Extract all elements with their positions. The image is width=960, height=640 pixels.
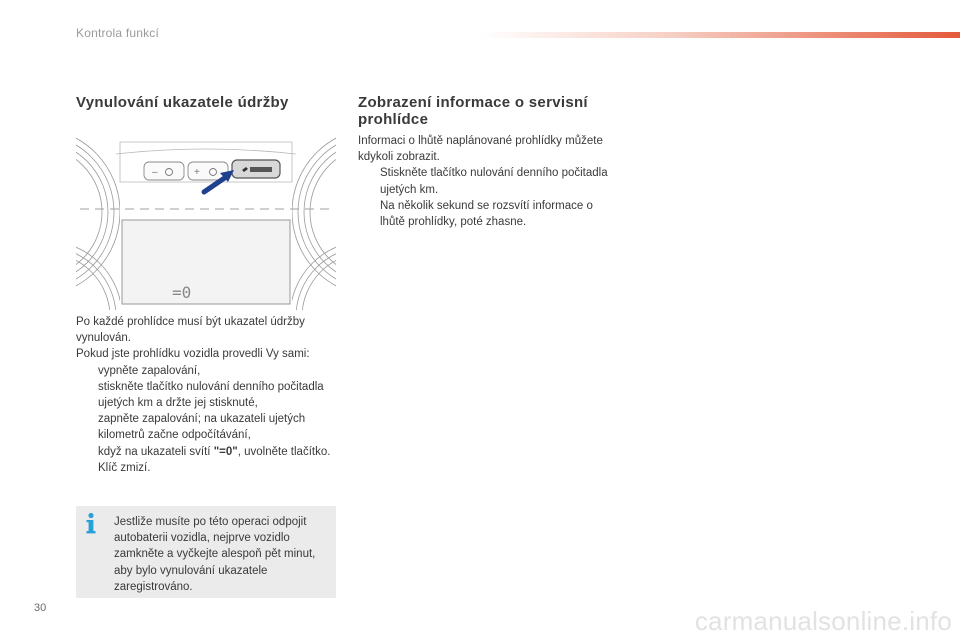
list-item: vypněte zapalování, [98, 364, 201, 377]
fuel-minus-button [144, 162, 184, 180]
list-item: stiskněte tlačítko nulování denního počitadla ujetých km a držte jej stisknuté, [98, 380, 324, 410]
cluster-display-screen [122, 220, 290, 304]
list-item: když na ukazateli svítí "=0", uvolněte tlačítko. Klíč zmizí. [98, 445, 331, 474]
zero-indicator-text: "=0" [213, 445, 238, 458]
info-note-box [76, 506, 336, 598]
right-dial-arcs [290, 132, 336, 310]
left-intro-1: Po každé prohlídce musí být ukazatel údržby vynulován. [76, 316, 305, 345]
svg-text:–: – [152, 167, 158, 178]
instrument-cluster-illustration [76, 132, 336, 310]
header-accent-bar [480, 32, 960, 38]
left-section-heading: Vynulování ukazatele údržby [76, 94, 289, 111]
right-steps-list [358, 165, 620, 230]
right-section-heading: Zobrazení informace o servisní prohlídce [358, 94, 588, 128]
left-steps-list [76, 363, 338, 476]
right-section-body [358, 133, 620, 230]
svg-text:+: + [194, 167, 200, 178]
list-item: Stiskněte tlačítko nulování denního počitadla ujetých km. [380, 167, 608, 196]
left-intro-2: Pokud jste prohlídku vozidla provedli Vy sami: [76, 348, 310, 361]
info-note-text: Jestliže musíte po této operaci odpojit autobaterii vozidla, nejprve vozidlo zamkněte a vyčkejte alespoň pět minut, aby bylo vynulování ukazatele zaregistrováno. [114, 516, 316, 593]
list-item: Na několik sekund se rozsvítí informace o lhůtě prohlídky, poté zhasne. [380, 199, 593, 229]
info-icon [84, 512, 98, 534]
right-intro: Informaci o lhůtě naplánované prohlídky můžete kdykoli zobrazit. [358, 135, 603, 164]
page-number: 30 [34, 602, 47, 614]
display-zero-readout: =0 [172, 283, 192, 302]
header-title: Kontrola funkcí [76, 26, 160, 40]
list-item: zapněte zapalování; na ukazateli ujetých kilometrů začne odpočítávání, [98, 413, 306, 442]
watermark: carmanualsonline.info [694, 606, 952, 636]
left-dial-arcs [76, 132, 122, 310]
left-section-body [76, 314, 338, 476]
trip-reset-button [232, 160, 280, 178]
